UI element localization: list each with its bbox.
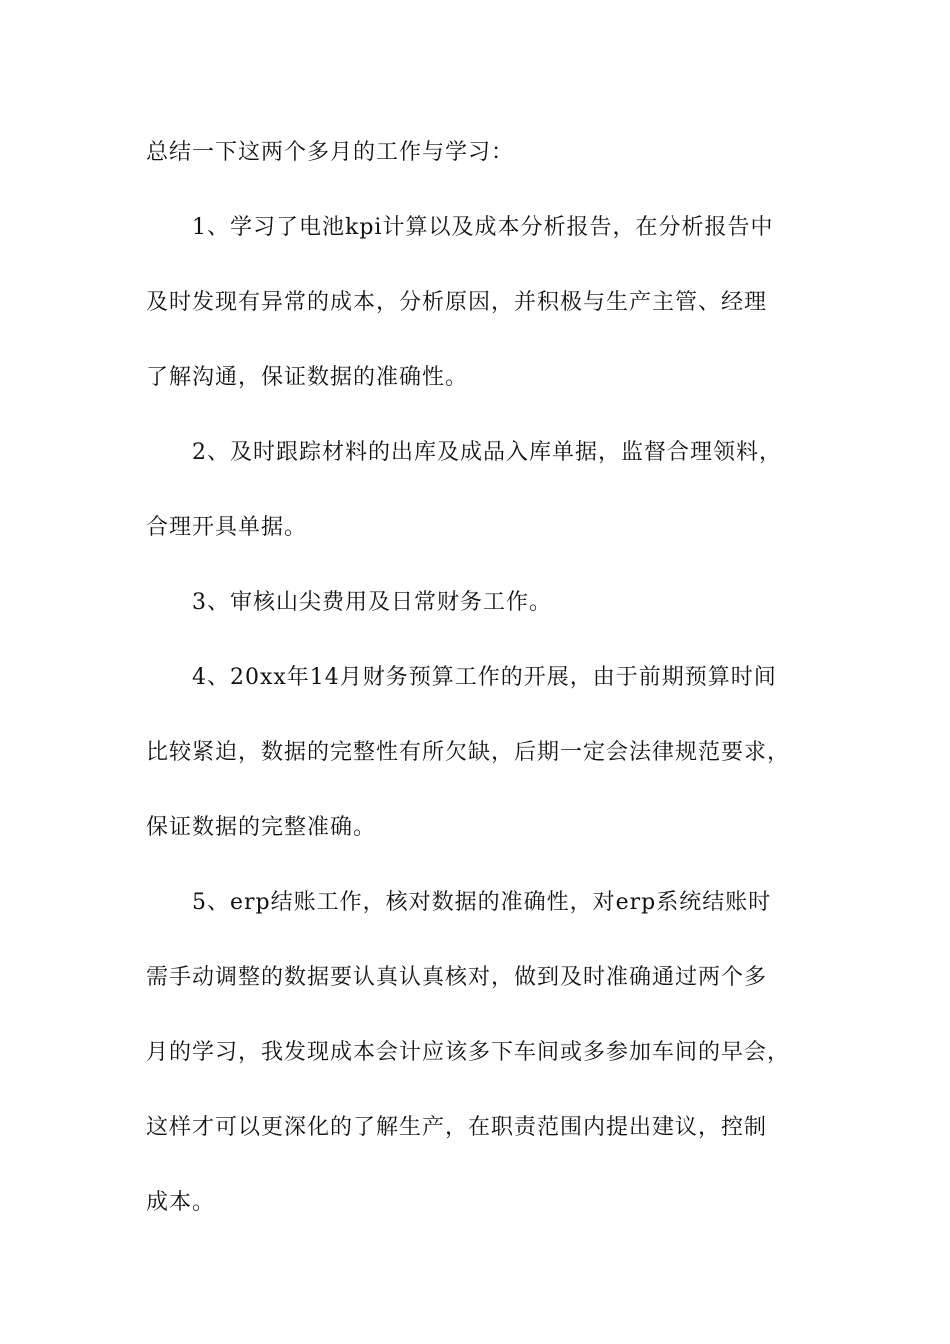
item-4-line-3: 保证数据的完整准确。: [146, 815, 377, 840]
item-5-line-1: 5、erp结账工作，核对数据的准确性，对erp系统结账时: [192, 890, 772, 915]
item-2-line-2: 合理开具单据。: [146, 515, 308, 540]
item-1-line-1: 1、学习了电池kpi计算以及成本分析报告，在分析报告中: [192, 215, 774, 240]
item-3-line-1: 3、审核山尖费用及日常财务工作。: [192, 590, 552, 615]
summary-intro-line: 总结一下这两个多月的工作与学习：: [146, 140, 515, 165]
item-5-line-5: 成本。: [146, 1190, 216, 1215]
item-2-line-1: 2、及时跟踪材料的出库及成品入库单据，监督合理领料，: [192, 440, 782, 465]
document-body: [146, 130, 810, 1255]
item-5-line-3: 月的学习，我发现成本会计应该多下车间或多参加车间的早会，: [146, 1040, 791, 1065]
item-4-line-2: 比较紧迫，数据的完整性有所欠缺，后期一定会法律规范要求，: [146, 740, 791, 765]
item-1-line-3: 了解沟通，保证数据的准确性。: [146, 365, 469, 390]
item-4-line-1: 4、20xx年14月财务预算工作的开展，由于前期预算时间: [192, 665, 777, 690]
item-5-line-4: 这样才可以更深化的了解生产，在职责范围内提出建议，控制: [146, 1115, 768, 1140]
item-5-line-2: 需手动调整的数据要认真认真核对，做到及时准确通过两个多: [146, 965, 768, 990]
item-1-line-2: 及时发现有异常的成本，分析原因，并积极与生产主管、经理: [146, 290, 768, 315]
